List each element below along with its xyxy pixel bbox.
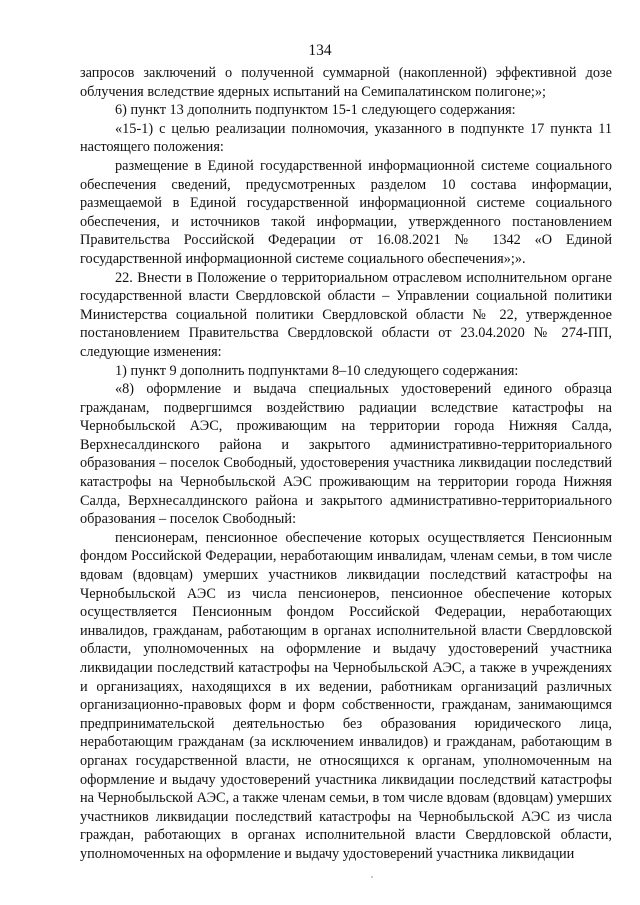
paragraph-pensioners: пенсионерам, пенсионное обеспечение которых осуществляется Пенсионным фондом Российской Федерации, неработающим инвалидам, членам семьи, в том числе вдовам (вдовцам) умерших участников ликвидации последствий катастрофы на Чернобыльской АЭС из числа пенсионеров, пенсионное обеспечение которых осуществляется Пенсионным фондом Российской Федерации, неработающих инвалидов, гражданам, работающим в органах исполнительной власти Свердловской области, уполномоченных на оформление и выдачу удостоверений участника ликвидации последствий катастрофы на Чернобыльской АЭС, а также в учреждениях и организациях, находящихся в их ведении, работникам организаций различных организационно-правовых форм и форм собственности, гражданам, занимающимся предпринимательской деятельностью без образования юридического лица, неработающим гражданам (за исключением инвалидов) и гражданам, работающим в органах государственной власти, не относящихся к органам, уполномоченным на оформление и выдачу удостоверений участника ликвидации последствий катастрофы на Чернобыльской АЭС, а также членам семьи, в том числе вдовам (вдовцам) умерших участников ликвидации последствий катастрофы на Чернобыльской АЭС из числа граждан, работающих в органах исполнительной власти Свердловской области, уполномоченных на оформление и выдачу удостоверений участника ликвидации <box>80 529 612 862</box>
paragraph-subpoint-8: «8) оформление и выдача специальных удостоверений единого образца гражданам, подвергшимся воздействию радиации вследствие катастрофы на Чернобыльской АЭС, проживающим на территории города Нижняя Салда, Верхнесалдинского района и закрытого административно-территориального образования – поселок Свободный, удостоверения участника ликвидации последствий катастрофы на Чернобыльской АЭС проживающим на территории города Нижняя Салда, Верхнесалдинского района и закрытого административно-территориального образования – поселок Свободный: <box>80 381 612 528</box>
paragraph-item-1: 1) пункт 9 дополнить подпунктами 8–10 следующего содержания: <box>115 362 519 379</box>
paragraph-item-6: 6) пункт 13 дополнить подпунктом 15-1 следующего содержания: <box>115 102 516 119</box>
paragraph-subpoint-15-1: «15-1) с целью реализации полномочия, указанного в подпункте 17 пункта 11 настоящего положения: <box>80 120 612 156</box>
document-body <box>80 64 612 864</box>
paragraph-item-22: 22. Внести в Положение о территориальном отраслевом исполнительном органе государственной власти Свердловской области – Управлении социальной политики Министерства социальной политики Свердловской области № 22, утвержденное постановлением Правительства Свердловской области от 23.04.2020 № 274-ПП, следующие изменения: <box>80 269 612 360</box>
paragraph-continuation: запросов заключений о полученной суммарной (накопленной) эффективной дозе облучения вследствие ядерных испытаний на Семипалатинском полигоне;»; <box>80 65 612 100</box>
paragraph-placement: размещение в Единой государственной информационной системе социального обеспечения сведений, предусмотренных разделом 10 состава информации, размещаемой в Единой государственной информационной системе социального обеспечения, и источников такой информации, утвержденного постановлением Правительства Российской Федерации от 16.08.2021 № 1342 «О Единой государственной информационной системе социального обеспечения»;». <box>80 157 612 267</box>
scan-speck <box>371 876 373 878</box>
page-number: 134 <box>308 42 332 59</box>
